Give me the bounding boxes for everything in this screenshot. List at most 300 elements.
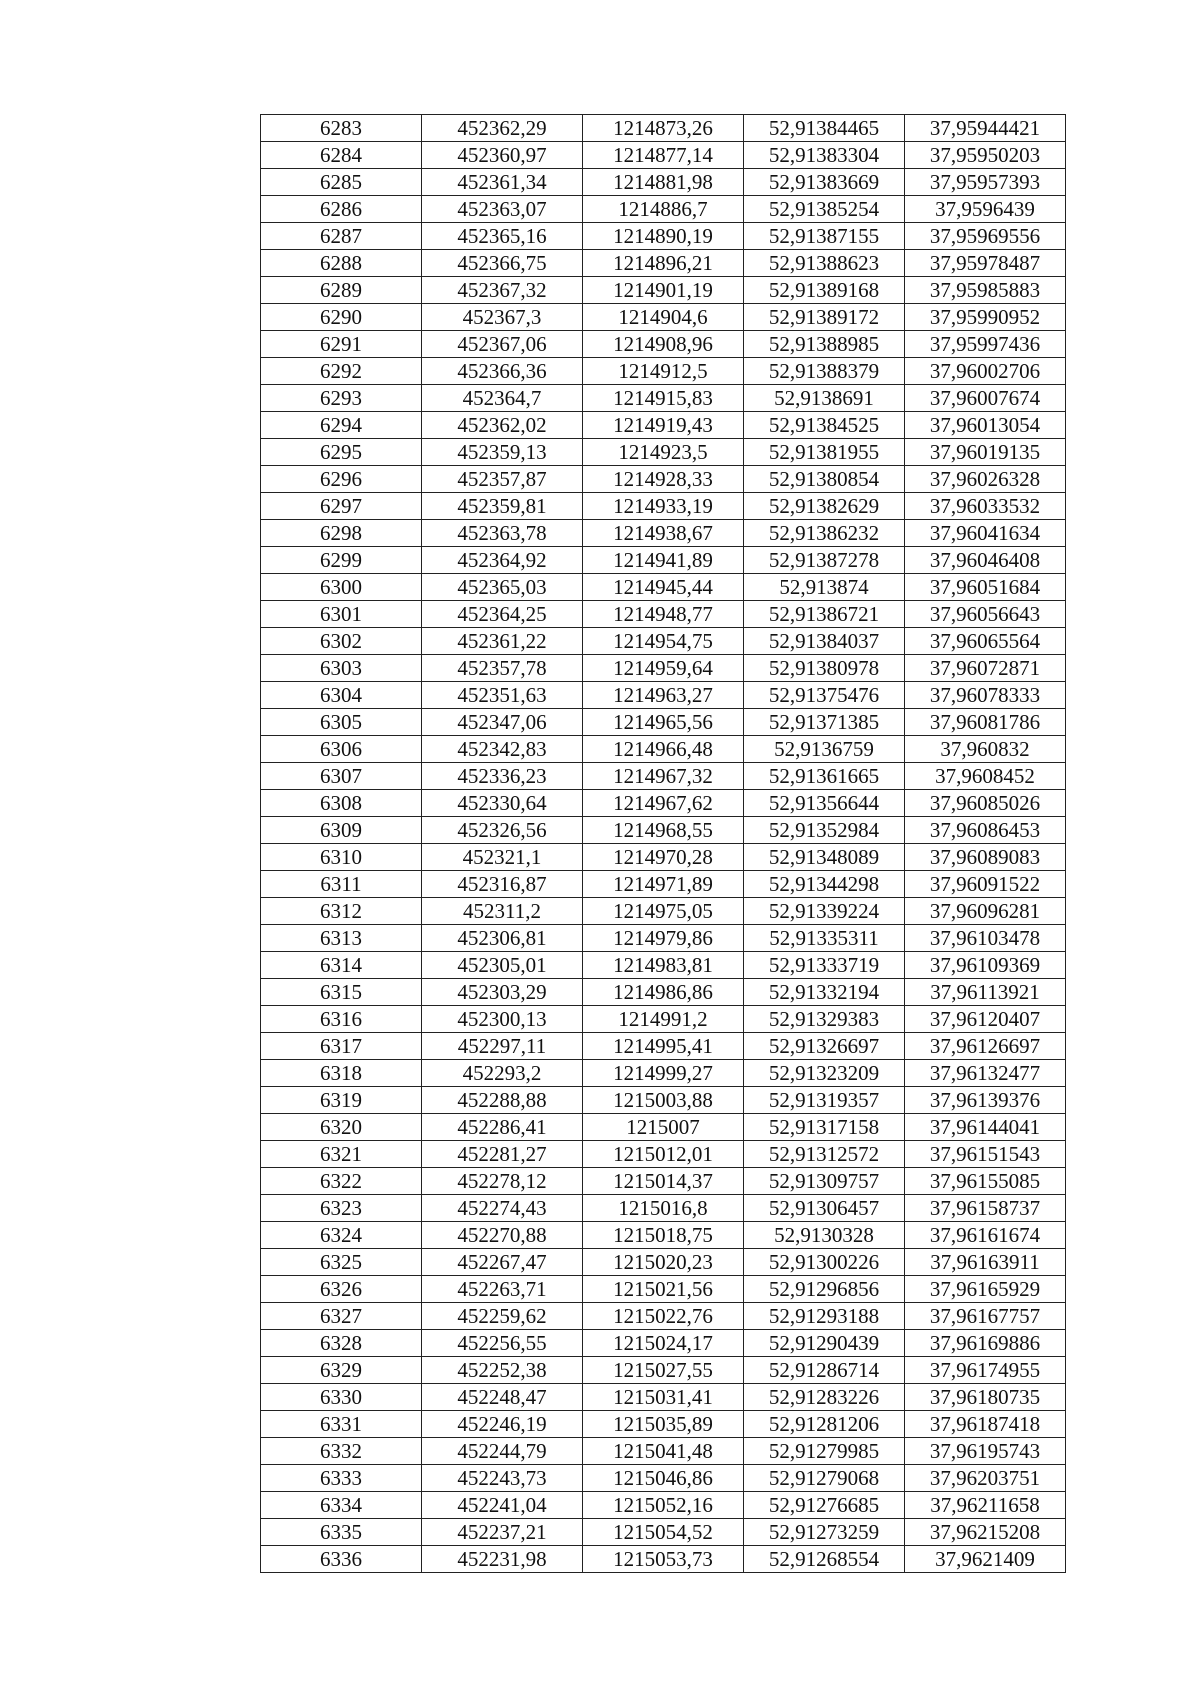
y-coordinate-cell: 1214979,86 (583, 925, 744, 952)
table-row (261, 223, 1066, 250)
table-row (261, 709, 1066, 736)
x-coordinate-cell: 452359,81 (422, 493, 583, 520)
latitude-cell: 52,91312572 (744, 1141, 905, 1168)
point-number-cell: 6326 (261, 1276, 422, 1303)
latitude-cell: 52,91380854 (744, 466, 905, 493)
point-number-cell: 6332 (261, 1438, 422, 1465)
point-number-cell: 6313 (261, 925, 422, 952)
y-coordinate-cell: 1214904,6 (583, 304, 744, 331)
latitude-cell: 52,91383669 (744, 169, 905, 196)
point-number-cell: 6321 (261, 1141, 422, 1168)
x-coordinate-cell: 452342,83 (422, 736, 583, 763)
latitude-cell: 52,91319357 (744, 1087, 905, 1114)
latitude-cell: 52,91286714 (744, 1357, 905, 1384)
table-row (261, 1330, 1066, 1357)
y-coordinate-cell: 1215021,56 (583, 1276, 744, 1303)
x-coordinate-cell: 452357,78 (422, 655, 583, 682)
y-coordinate-cell: 1214890,19 (583, 223, 744, 250)
x-coordinate-cell: 452360,97 (422, 142, 583, 169)
y-coordinate-cell: 1214967,62 (583, 790, 744, 817)
x-coordinate-cell: 452321,1 (422, 844, 583, 871)
point-number-cell: 6302 (261, 628, 422, 655)
x-coordinate-cell: 452263,71 (422, 1276, 583, 1303)
latitude-cell: 52,91352984 (744, 817, 905, 844)
point-number-cell: 6306 (261, 736, 422, 763)
y-coordinate-cell: 1214983,81 (583, 952, 744, 979)
x-coordinate-cell: 452330,64 (422, 790, 583, 817)
point-number-cell: 6289 (261, 277, 422, 304)
x-coordinate-cell: 452366,75 (422, 250, 583, 277)
longitude-cell: 37,9608452 (905, 763, 1066, 790)
y-coordinate-cell: 1214923,5 (583, 439, 744, 466)
longitude-cell: 37,95997436 (905, 331, 1066, 358)
x-coordinate-cell: 452256,55 (422, 1330, 583, 1357)
x-coordinate-cell: 452357,87 (422, 466, 583, 493)
longitude-cell: 37,96007674 (905, 385, 1066, 412)
y-coordinate-cell: 1215027,55 (583, 1357, 744, 1384)
point-number-cell: 6311 (261, 871, 422, 898)
longitude-cell: 37,96158737 (905, 1195, 1066, 1222)
latitude-cell: 52,9136759 (744, 736, 905, 763)
x-coordinate-cell: 452359,13 (422, 439, 583, 466)
point-number-cell: 6336 (261, 1546, 422, 1573)
coordinates-table (260, 114, 1066, 1573)
point-number-cell: 6317 (261, 1033, 422, 1060)
y-coordinate-cell: 1214901,19 (583, 277, 744, 304)
point-number-cell: 6334 (261, 1492, 422, 1519)
point-number-cell: 6293 (261, 385, 422, 412)
table-row (261, 1249, 1066, 1276)
x-coordinate-cell: 452364,92 (422, 547, 583, 574)
longitude-cell: 37,96081786 (905, 709, 1066, 736)
y-coordinate-cell: 1215031,41 (583, 1384, 744, 1411)
x-coordinate-cell: 452297,11 (422, 1033, 583, 1060)
longitude-cell: 37,96144041 (905, 1114, 1066, 1141)
y-coordinate-cell: 1215054,52 (583, 1519, 744, 1546)
longitude-cell: 37,95944421 (905, 115, 1066, 142)
point-number-cell: 6296 (261, 466, 422, 493)
latitude-cell: 52,91273259 (744, 1519, 905, 1546)
latitude-cell: 52,91283226 (744, 1384, 905, 1411)
latitude-cell: 52,91276685 (744, 1492, 905, 1519)
table-row (261, 682, 1066, 709)
latitude-cell: 52,91339224 (744, 898, 905, 925)
latitude-cell: 52,91335311 (744, 925, 905, 952)
point-number-cell: 6301 (261, 601, 422, 628)
point-number-cell: 6320 (261, 1114, 422, 1141)
point-number-cell: 6325 (261, 1249, 422, 1276)
point-number-cell: 6295 (261, 439, 422, 466)
table-row (261, 466, 1066, 493)
longitude-cell: 37,96139376 (905, 1087, 1066, 1114)
x-coordinate-cell: 452347,06 (422, 709, 583, 736)
point-number-cell: 6331 (261, 1411, 422, 1438)
longitude-cell: 37,96167757 (905, 1303, 1066, 1330)
table-row (261, 115, 1066, 142)
longitude-cell: 37,96078333 (905, 682, 1066, 709)
table-row (261, 439, 1066, 466)
point-number-cell: 6318 (261, 1060, 422, 1087)
x-coordinate-cell: 452366,36 (422, 358, 583, 385)
x-coordinate-cell: 452305,01 (422, 952, 583, 979)
longitude-cell: 37,95957393 (905, 169, 1066, 196)
longitude-cell: 37,96174955 (905, 1357, 1066, 1384)
latitude-cell: 52,91388379 (744, 358, 905, 385)
longitude-cell: 37,960832 (905, 736, 1066, 763)
longitude-cell: 37,95969556 (905, 223, 1066, 250)
point-number-cell: 6316 (261, 1006, 422, 1033)
x-coordinate-cell: 452326,56 (422, 817, 583, 844)
y-coordinate-cell: 1214954,75 (583, 628, 744, 655)
coordinates-table-body (261, 115, 1066, 1573)
longitude-cell: 37,95950203 (905, 142, 1066, 169)
x-coordinate-cell: 452361,22 (422, 628, 583, 655)
point-number-cell: 6297 (261, 493, 422, 520)
table-row (261, 1519, 1066, 1546)
x-coordinate-cell: 452363,78 (422, 520, 583, 547)
table-row (261, 1006, 1066, 1033)
y-coordinate-cell: 1215007 (583, 1114, 744, 1141)
x-coordinate-cell: 452267,47 (422, 1249, 583, 1276)
y-coordinate-cell: 1215041,48 (583, 1438, 744, 1465)
table-row (261, 1033, 1066, 1060)
x-coordinate-cell: 452336,23 (422, 763, 583, 790)
latitude-cell: 52,91389172 (744, 304, 905, 331)
y-coordinate-cell: 1214938,67 (583, 520, 744, 547)
x-coordinate-cell: 452300,13 (422, 1006, 583, 1033)
latitude-cell: 52,91293188 (744, 1303, 905, 1330)
longitude-cell: 37,95978487 (905, 250, 1066, 277)
longitude-cell: 37,95990952 (905, 304, 1066, 331)
latitude-cell: 52,91279985 (744, 1438, 905, 1465)
longitude-cell: 37,96013054 (905, 412, 1066, 439)
point-number-cell: 6284 (261, 142, 422, 169)
latitude-cell: 52,91389168 (744, 277, 905, 304)
table-row (261, 412, 1066, 439)
point-number-cell: 6286 (261, 196, 422, 223)
longitude-cell: 37,96086453 (905, 817, 1066, 844)
table-row (261, 358, 1066, 385)
latitude-cell: 52,91323209 (744, 1060, 905, 1087)
table-row (261, 736, 1066, 763)
y-coordinate-cell: 1214896,21 (583, 250, 744, 277)
latitude-cell: 52,91361665 (744, 763, 905, 790)
point-number-cell: 6298 (261, 520, 422, 547)
y-coordinate-cell: 1214991,2 (583, 1006, 744, 1033)
x-coordinate-cell: 452306,81 (422, 925, 583, 952)
point-number-cell: 6283 (261, 115, 422, 142)
longitude-cell: 37,96019135 (905, 439, 1066, 466)
longitude-cell: 37,96046408 (905, 547, 1066, 574)
table-row (261, 628, 1066, 655)
longitude-cell: 37,96151543 (905, 1141, 1066, 1168)
latitude-cell: 52,9138691 (744, 385, 905, 412)
x-coordinate-cell: 452259,62 (422, 1303, 583, 1330)
latitude-cell: 52,91296856 (744, 1276, 905, 1303)
longitude-cell: 37,96072871 (905, 655, 1066, 682)
table-row (261, 952, 1066, 979)
table-row (261, 1465, 1066, 1492)
latitude-cell: 52,91384037 (744, 628, 905, 655)
latitude-cell: 52,91279068 (744, 1465, 905, 1492)
longitude-cell: 37,96065564 (905, 628, 1066, 655)
longitude-cell: 37,96211658 (905, 1492, 1066, 1519)
y-coordinate-cell: 1214995,41 (583, 1033, 744, 1060)
y-coordinate-cell: 1214928,33 (583, 466, 744, 493)
y-coordinate-cell: 1215016,8 (583, 1195, 744, 1222)
latitude-cell: 52,913874 (744, 574, 905, 601)
longitude-cell: 37,96155085 (905, 1168, 1066, 1195)
point-number-cell: 6309 (261, 817, 422, 844)
longitude-cell: 37,96163911 (905, 1249, 1066, 1276)
latitude-cell: 52,91387278 (744, 547, 905, 574)
point-number-cell: 6305 (261, 709, 422, 736)
longitude-cell: 37,96187418 (905, 1411, 1066, 1438)
y-coordinate-cell: 1215035,89 (583, 1411, 744, 1438)
point-number-cell: 6335 (261, 1519, 422, 1546)
latitude-cell: 52,91317158 (744, 1114, 905, 1141)
y-coordinate-cell: 1214919,43 (583, 412, 744, 439)
point-number-cell: 6314 (261, 952, 422, 979)
longitude-cell: 37,96041634 (905, 520, 1066, 547)
latitude-cell: 52,91344298 (744, 871, 905, 898)
latitude-cell: 52,91356644 (744, 790, 905, 817)
table-row (261, 1492, 1066, 1519)
longitude-cell: 37,96126697 (905, 1033, 1066, 1060)
y-coordinate-cell: 1215046,86 (583, 1465, 744, 1492)
table-row (261, 1060, 1066, 1087)
point-number-cell: 6323 (261, 1195, 422, 1222)
table-row (261, 1141, 1066, 1168)
point-number-cell: 6308 (261, 790, 422, 817)
longitude-cell: 37,96180735 (905, 1384, 1066, 1411)
y-coordinate-cell: 1215012,01 (583, 1141, 744, 1168)
table-row (261, 979, 1066, 1006)
y-coordinate-cell: 1215052,16 (583, 1492, 744, 1519)
longitude-cell: 37,96002706 (905, 358, 1066, 385)
latitude-cell: 52,91281206 (744, 1411, 905, 1438)
y-coordinate-cell: 1215022,76 (583, 1303, 744, 1330)
y-coordinate-cell: 1214877,14 (583, 142, 744, 169)
latitude-cell: 52,91309757 (744, 1168, 905, 1195)
latitude-cell: 52,91388623 (744, 250, 905, 277)
y-coordinate-cell: 1214886,7 (583, 196, 744, 223)
x-coordinate-cell: 452362,02 (422, 412, 583, 439)
table-row (261, 601, 1066, 628)
point-number-cell: 6303 (261, 655, 422, 682)
point-number-cell: 6330 (261, 1384, 422, 1411)
longitude-cell: 37,96089083 (905, 844, 1066, 871)
y-coordinate-cell: 1214941,89 (583, 547, 744, 574)
longitude-cell: 37,96026328 (905, 466, 1066, 493)
latitude-cell: 52,91383304 (744, 142, 905, 169)
latitude-cell: 52,91326697 (744, 1033, 905, 1060)
point-number-cell: 6333 (261, 1465, 422, 1492)
x-coordinate-cell: 452311,2 (422, 898, 583, 925)
y-coordinate-cell: 1214963,27 (583, 682, 744, 709)
x-coordinate-cell: 452316,87 (422, 871, 583, 898)
latitude-cell: 52,91290439 (744, 1330, 905, 1357)
longitude-cell: 37,96195743 (905, 1438, 1066, 1465)
point-number-cell: 6324 (261, 1222, 422, 1249)
x-coordinate-cell: 452362,29 (422, 115, 583, 142)
latitude-cell: 52,9130328 (744, 1222, 905, 1249)
latitude-cell: 52,91382629 (744, 493, 905, 520)
latitude-cell: 52,91371385 (744, 709, 905, 736)
point-number-cell: 6312 (261, 898, 422, 925)
table-row (261, 1438, 1066, 1465)
latitude-cell: 52,91385254 (744, 196, 905, 223)
longitude-cell: 37,96132477 (905, 1060, 1066, 1087)
x-coordinate-cell: 452286,41 (422, 1114, 583, 1141)
latitude-cell: 52,91380978 (744, 655, 905, 682)
y-coordinate-cell: 1214968,55 (583, 817, 744, 844)
point-number-cell: 6290 (261, 304, 422, 331)
x-coordinate-cell: 452367,32 (422, 277, 583, 304)
table-row (261, 925, 1066, 952)
longitude-cell: 37,96169886 (905, 1330, 1066, 1357)
x-coordinate-cell: 452248,47 (422, 1384, 583, 1411)
latitude-cell: 52,91333719 (744, 952, 905, 979)
longitude-cell: 37,96161674 (905, 1222, 1066, 1249)
y-coordinate-cell: 1214970,28 (583, 844, 744, 871)
table-row (261, 385, 1066, 412)
latitude-cell: 52,91375476 (744, 682, 905, 709)
point-number-cell: 6288 (261, 250, 422, 277)
point-number-cell: 6315 (261, 979, 422, 1006)
latitude-cell: 52,91348089 (744, 844, 905, 871)
table-row (261, 1411, 1066, 1438)
table-row (261, 331, 1066, 358)
table-row (261, 1384, 1066, 1411)
x-coordinate-cell: 452367,3 (422, 304, 583, 331)
table-row (261, 1114, 1066, 1141)
point-number-cell: 6310 (261, 844, 422, 871)
y-coordinate-cell: 1215053,73 (583, 1546, 744, 1573)
point-number-cell: 6322 (261, 1168, 422, 1195)
longitude-cell: 37,9621409 (905, 1546, 1066, 1573)
x-coordinate-cell: 452278,12 (422, 1168, 583, 1195)
latitude-cell: 52,91386232 (744, 520, 905, 547)
longitude-cell: 37,96091522 (905, 871, 1066, 898)
point-number-cell: 6307 (261, 763, 422, 790)
y-coordinate-cell: 1214948,77 (583, 601, 744, 628)
longitude-cell: 37,96096281 (905, 898, 1066, 925)
y-coordinate-cell: 1215024,17 (583, 1330, 744, 1357)
x-coordinate-cell: 452244,79 (422, 1438, 583, 1465)
x-coordinate-cell: 452364,7 (422, 385, 583, 412)
table-row (261, 142, 1066, 169)
table-row (261, 547, 1066, 574)
longitude-cell: 37,96033532 (905, 493, 1066, 520)
latitude-cell: 52,91306457 (744, 1195, 905, 1222)
point-number-cell: 6304 (261, 682, 422, 709)
point-number-cell: 6319 (261, 1087, 422, 1114)
x-coordinate-cell: 452365,16 (422, 223, 583, 250)
y-coordinate-cell: 1214966,48 (583, 736, 744, 763)
point-number-cell: 6328 (261, 1330, 422, 1357)
table-row (261, 817, 1066, 844)
table-row (261, 196, 1066, 223)
table-row (261, 1546, 1066, 1573)
table-row (261, 304, 1066, 331)
latitude-cell: 52,91268554 (744, 1546, 905, 1573)
table-row (261, 250, 1066, 277)
x-coordinate-cell: 452243,73 (422, 1465, 583, 1492)
point-number-cell: 6294 (261, 412, 422, 439)
longitude-cell: 37,96056643 (905, 601, 1066, 628)
table-row (261, 871, 1066, 898)
longitude-cell: 37,96051684 (905, 574, 1066, 601)
y-coordinate-cell: 1214908,96 (583, 331, 744, 358)
point-number-cell: 6291 (261, 331, 422, 358)
y-coordinate-cell: 1214965,56 (583, 709, 744, 736)
y-coordinate-cell: 1214945,44 (583, 574, 744, 601)
longitude-cell: 37,96113921 (905, 979, 1066, 1006)
table-row (261, 1168, 1066, 1195)
longitude-cell: 37,96103478 (905, 925, 1066, 952)
y-coordinate-cell: 1215018,75 (583, 1222, 744, 1249)
latitude-cell: 52,91384465 (744, 115, 905, 142)
y-coordinate-cell: 1215014,37 (583, 1168, 744, 1195)
x-coordinate-cell: 452361,34 (422, 169, 583, 196)
y-coordinate-cell: 1214971,89 (583, 871, 744, 898)
x-coordinate-cell: 452364,25 (422, 601, 583, 628)
table-row (261, 655, 1066, 682)
x-coordinate-cell: 452252,38 (422, 1357, 583, 1384)
table-row (261, 169, 1066, 196)
longitude-cell: 37,96165929 (905, 1276, 1066, 1303)
table-row (261, 1087, 1066, 1114)
longitude-cell: 37,96120407 (905, 1006, 1066, 1033)
table-row (261, 790, 1066, 817)
x-coordinate-cell: 452246,19 (422, 1411, 583, 1438)
y-coordinate-cell: 1215003,88 (583, 1087, 744, 1114)
table-row (261, 493, 1066, 520)
x-coordinate-cell: 452303,29 (422, 979, 583, 1006)
table-row (261, 1195, 1066, 1222)
longitude-cell: 37,96109369 (905, 952, 1066, 979)
y-coordinate-cell: 1214975,05 (583, 898, 744, 925)
table-row (261, 1357, 1066, 1384)
table-row (261, 520, 1066, 547)
point-number-cell: 6287 (261, 223, 422, 250)
table-row (261, 1222, 1066, 1249)
y-coordinate-cell: 1214933,19 (583, 493, 744, 520)
longitude-cell: 37,96085026 (905, 790, 1066, 817)
table-row (261, 898, 1066, 925)
longitude-cell: 37,96215208 (905, 1519, 1066, 1546)
x-coordinate-cell: 452237,21 (422, 1519, 583, 1546)
point-number-cell: 6292 (261, 358, 422, 385)
x-coordinate-cell: 452231,98 (422, 1546, 583, 1573)
latitude-cell: 52,91384525 (744, 412, 905, 439)
y-coordinate-cell: 1214912,5 (583, 358, 744, 385)
point-number-cell: 6329 (261, 1357, 422, 1384)
x-coordinate-cell: 452363,07 (422, 196, 583, 223)
x-coordinate-cell: 452351,63 (422, 682, 583, 709)
latitude-cell: 52,91388985 (744, 331, 905, 358)
table-row (261, 1303, 1066, 1330)
point-number-cell: 6285 (261, 169, 422, 196)
latitude-cell: 52,91381955 (744, 439, 905, 466)
table-row (261, 763, 1066, 790)
y-coordinate-cell: 1214999,27 (583, 1060, 744, 1087)
point-number-cell: 6327 (261, 1303, 422, 1330)
x-coordinate-cell: 452365,03 (422, 574, 583, 601)
longitude-cell: 37,9596439 (905, 196, 1066, 223)
latitude-cell: 52,91386721 (744, 601, 905, 628)
